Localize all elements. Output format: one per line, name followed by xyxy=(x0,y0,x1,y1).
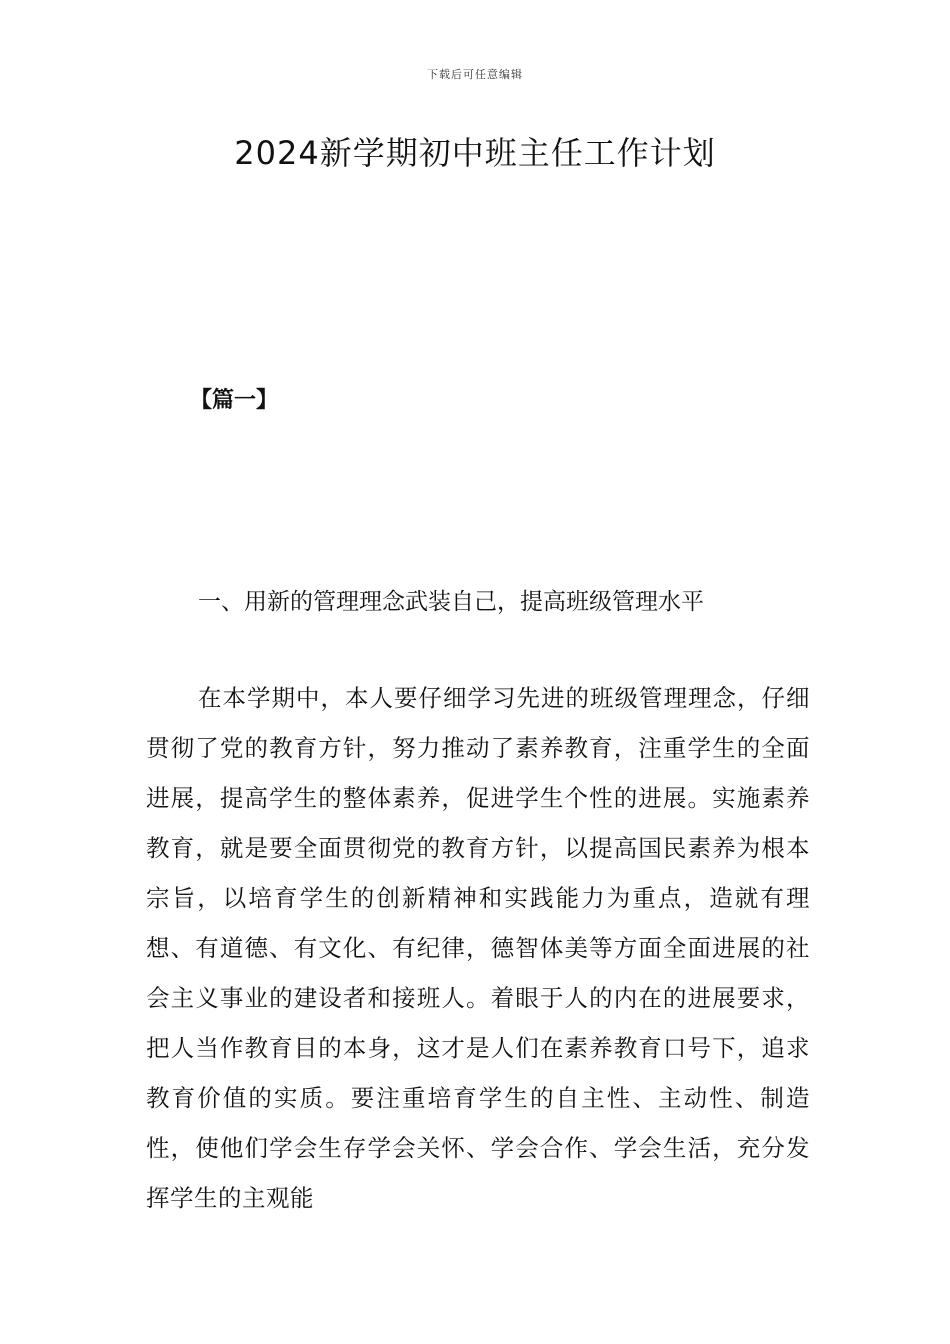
section-heading: 一、用新的管理理念武装自己，提高班级管理水平 xyxy=(198,589,704,615)
body-paragraph: 在本学期中，本人要仔细学习先进的班级管理理念，仔细贯彻了党的教育方针，努力推动了素养教育，注重学生的全面进展，提高学生的整体素养，促进学生个性的进展。实施素养教育，就是要全面贯彻党的教育方针，以提高国民素养为根本宗旨，以培育学生的创新精神和实践能力为重点，造就有理想、有道德、有文化、有纪律，德智体美等方面全面进展的社会主义事业的建设者和接班人。着眼于人的内在的进展要求，把人当作教育目的本身，这才是人们在素养教育口号下，追求教育价值的实质。要注重培育学生的自主性、主动性、制造性，使他们学会生存学会关怀、学会合作、学会生活，充分发挥学生的主观能 xyxy=(146,684,810,1212)
part-label: 【篇一】 xyxy=(190,388,279,413)
document-title: 2024新学期初中班主任工作计划 xyxy=(234,134,716,172)
header-note: 下载后可任意编辑 xyxy=(427,68,523,81)
